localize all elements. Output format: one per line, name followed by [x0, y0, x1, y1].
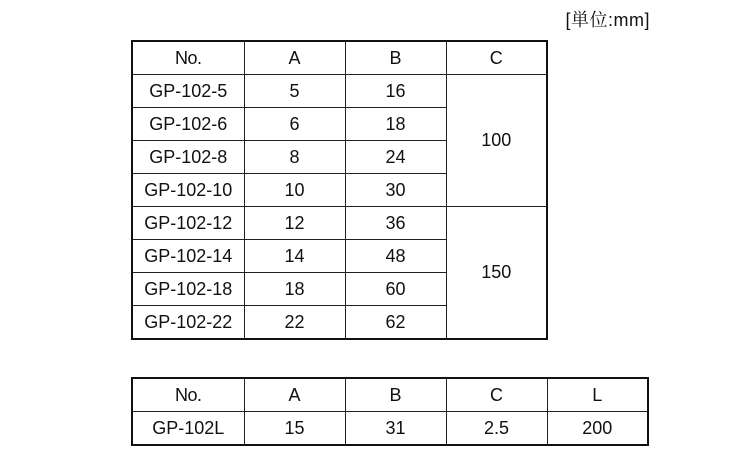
table-row — [132, 75, 547, 108]
header-b: B — [345, 41, 446, 75]
cell-no: GP-102-6 — [132, 108, 244, 141]
cell-b: 60 — [345, 273, 446, 306]
header-a: A — [244, 378, 345, 412]
cell-b: 36 — [345, 207, 446, 240]
cell-no: GP-102-12 — [132, 207, 244, 240]
cell-l: 200 — [547, 412, 648, 446]
cell-b: 31 — [345, 412, 446, 446]
header-no: No. — [132, 41, 244, 75]
cell-a: 5 — [244, 75, 345, 108]
cell-no: GP-102-18 — [132, 273, 244, 306]
cell-no: GP-102-8 — [132, 141, 244, 174]
cell-a: 18 — [244, 273, 345, 306]
cell-no: GP-102L — [132, 412, 244, 446]
cell-a: 22 — [244, 306, 345, 340]
cell-a: 10 — [244, 174, 345, 207]
table-header-row — [132, 378, 648, 412]
cell-a: 14 — [244, 240, 345, 273]
cell-b: 16 — [345, 75, 446, 108]
header-b: B — [345, 378, 446, 412]
header-a: A — [244, 41, 345, 75]
cell-no: GP-102-14 — [132, 240, 244, 273]
cell-a: 15 — [244, 412, 345, 446]
cell-b: 18 — [345, 108, 446, 141]
cell-a: 6 — [244, 108, 345, 141]
header-no: No. — [132, 378, 244, 412]
cell-no: GP-102-22 — [132, 306, 244, 340]
header-l: L — [547, 378, 648, 412]
cell-a: 8 — [244, 141, 345, 174]
cell-b: 30 — [345, 174, 446, 207]
cell-no: GP-102-10 — [132, 174, 244, 207]
table-row — [132, 412, 648, 446]
cell-c: 2.5 — [446, 412, 547, 446]
cell-b: 62 — [345, 306, 446, 340]
cell-c-group: 150 — [446, 207, 547, 340]
table-row — [132, 207, 547, 240]
cell-no: GP-102-5 — [132, 75, 244, 108]
cell-c-group: 100 — [446, 75, 547, 207]
unit-label: [単位:mm] — [565, 10, 650, 30]
cell-b: 48 — [345, 240, 446, 273]
table-header-row — [132, 41, 547, 75]
header-c: C — [446, 378, 547, 412]
long-type-table — [131, 377, 649, 446]
cell-a: 12 — [244, 207, 345, 240]
dimension-table — [131, 40, 548, 340]
cell-b: 24 — [345, 141, 446, 174]
header-c: C — [446, 41, 547, 75]
